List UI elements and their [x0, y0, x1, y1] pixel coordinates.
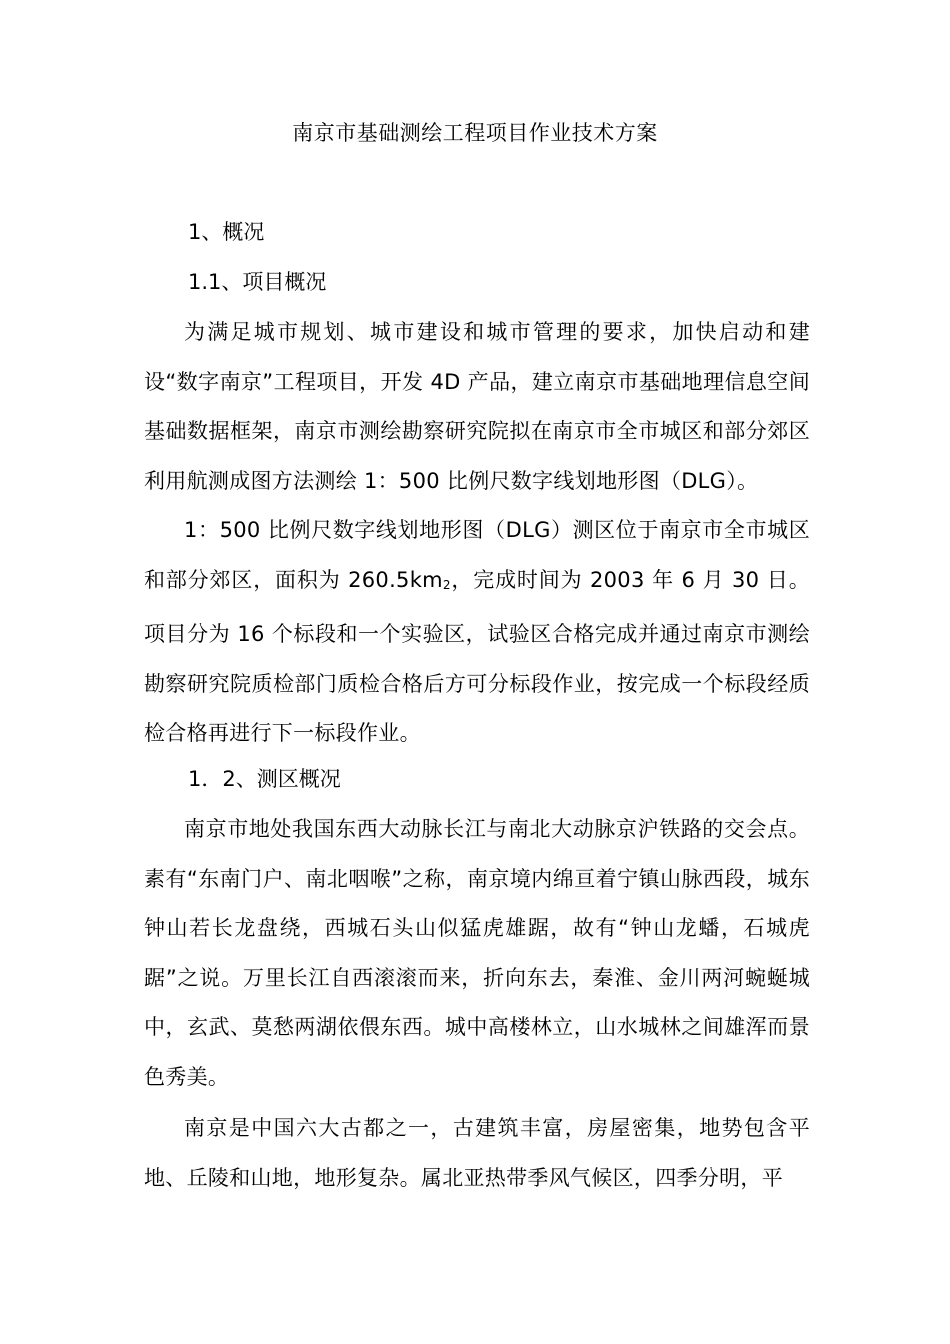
paragraph-project-scope [144, 506, 810, 759]
section-heading-project-overview: 1.1、项目概况 [188, 270, 327, 294]
paragraph-project-purpose: 为满足城市规划、城市建设和城市管理的要求，加快启动和建设“数字南京”工程项目，开发 4D 产品，建立南京市基础地理信息空间基础数据框架，南京市测绘勘察研究院拟在南京市全市城区和部分郊区利用航测成图方法测绘 1：500 比例尺数字线划地形图（DLG）。 [144, 320, 810, 493]
paragraph-city-location: 南京市地处我国东西大动脉长江与南北大动脉京沪铁路的交会点。素有“东南门户、南北咽喉”之称，南京境内绵亘着宁镇山脉西段，城东钟山若长龙盘绕，西城石头山似猛虎雄踞，故有“钟山龙蟠，石城虎踞”之说。万里长江自西滚滚而来，折向东去，秦淮、金川两河蜿蜒城中，玄武、莫愁两湖依偎东西。城中高楼林立，山水城林之间雄浑而景色秀美。 [144, 817, 810, 1089]
document-title: 南京市基础测绘工程项目作业技术方案 [292, 121, 658, 145]
paragraph-project-scope-part-a: 1：500 比例尺数字线划地形图（DLG）测区位于南京市全市城区和部分郊区，面积为 260.5km [144, 518, 810, 592]
paragraph-city-terrain: 南京是中国六大古都之一，古建筑丰富，房屋密集，地势包含平地、丘陵和山地，地形复杂。属北亚热带季风气候区，四季分明，平 [144, 1116, 810, 1190]
section-heading-overview: 1、概况 [188, 220, 265, 244]
paragraph-project-scope-part-b: ，完成时间为 2003 年 6 月 30 日。项目分为 16 个标段和一个实验区，试验区合格完成并通过南京市测绘勘察研究院质检部门质检合格后方可分标段作业，按完成一个标段经质检合格再进行下一标段作业。 [144, 567, 810, 746]
area-unit-superscript: 2 [442, 577, 451, 592]
section-heading-survey-area: 1．2、测区概况 [188, 767, 341, 791]
